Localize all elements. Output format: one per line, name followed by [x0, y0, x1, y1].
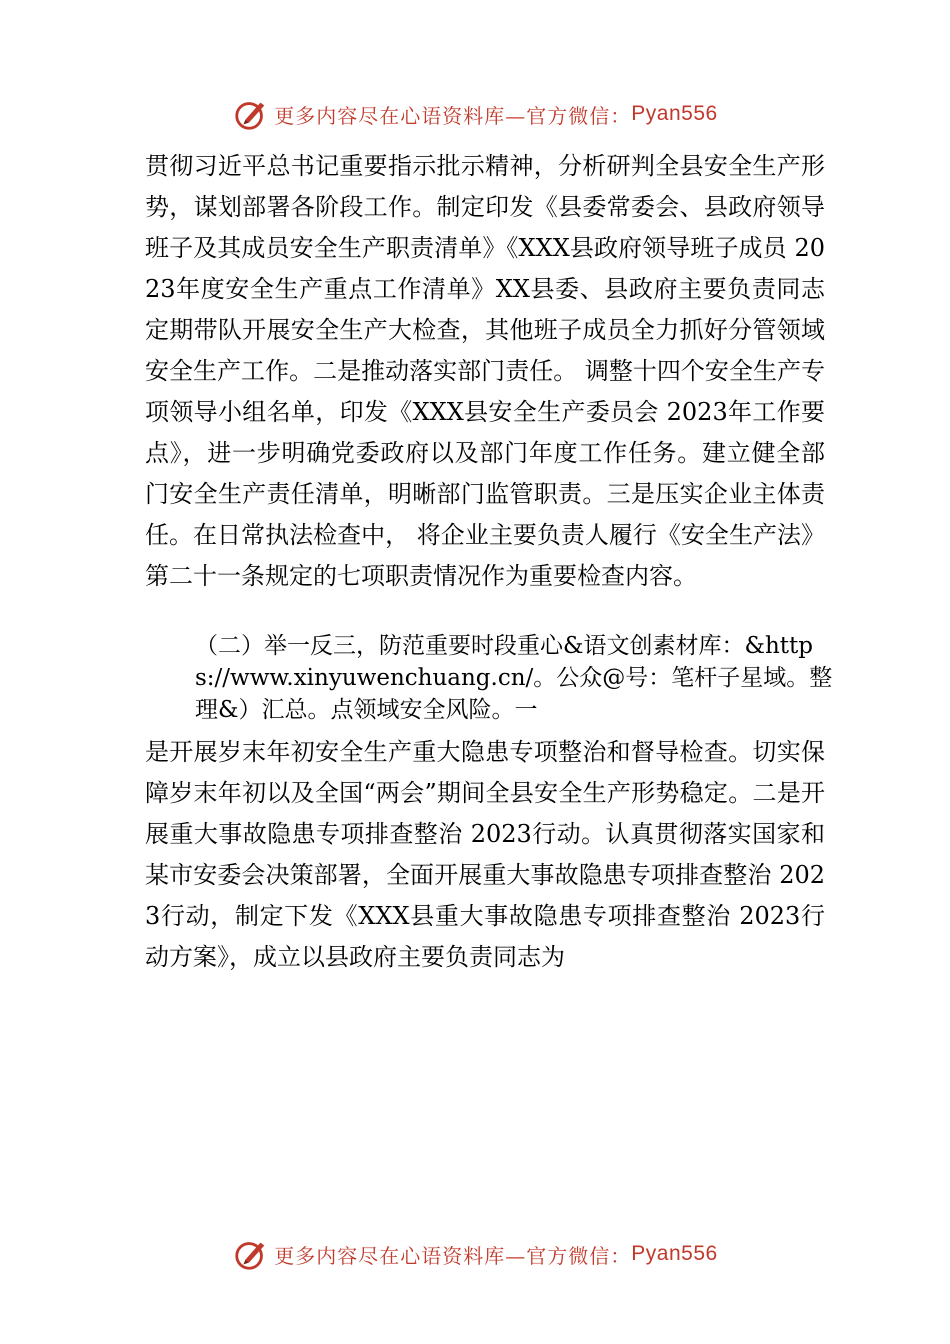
footer-wechat-id: Pyan556 — [631, 1242, 718, 1265]
paragraph-1: 贯彻习近平总书记重要指示批示精神，分析研判全县安全生产形势，谋划部署各阶段工作。制定印发《县委常委会、县政府领导班子及其成员安全生产职责清单》《XXX县政府领导班子成员 2023年度安全生产重点工作清单》XX县委、县政府主要负责同志定期带队开展安全生产大检查，其他班子成员全力抓好分管领域安全生产工作。二是推动落实部门责任。 调整十四个安全生产专项领导小组名单，印发《XXX县安全生产委员会 2023年工作要点》，进一步明确党委政府以及部门年度工作任务。建立健全部门安全生产责任清单，明晰部门监管职责。三是压实企业主体责任。在日常执法检查中， 将企业主要负责人履行《安全生产法》第二十一条规定的七项职责情况作为重要检查内容。 — [145, 152, 825, 590]
footer-banner-text: 更多内容尽在心语资料库—官方微信： — [274, 1243, 632, 1268]
header-banner — [0, 92, 950, 136]
pen-logo-icon — [232, 1235, 270, 1273]
header-wechat-id: Pyan556 — [631, 102, 718, 125]
paragraph-2: （二）举一反三，防范重要时段重心&语文创素材库：&https://www.xinyuwenchuang.cn/。公众@号：笔杆子星域。整理&）汇总。点领域安全风险。一 — [195, 633, 833, 723]
paragraph-3: 是开展岁末年初安全生产重大隐患专项整治和督导检查。切实保障岁末年初以及全国“两会”期间全县安全生产形势稳定。二是开展重大事故隐患专项排查整治 2023行动。认真贯彻落实国家和某市安委会决策部署，全面开展重大事故隐患专项排查整治 2023行动，制定下发《XXX县重大事故隐患专项排查整治 2023行动方案》，成立以县政府主要负责同志为 — [145, 738, 825, 971]
footer-banner — [0, 1232, 950, 1276]
pen-logo-icon — [232, 95, 270, 133]
header-banner-text: 更多内容尽在心语资料库—官方微信： — [274, 103, 632, 128]
